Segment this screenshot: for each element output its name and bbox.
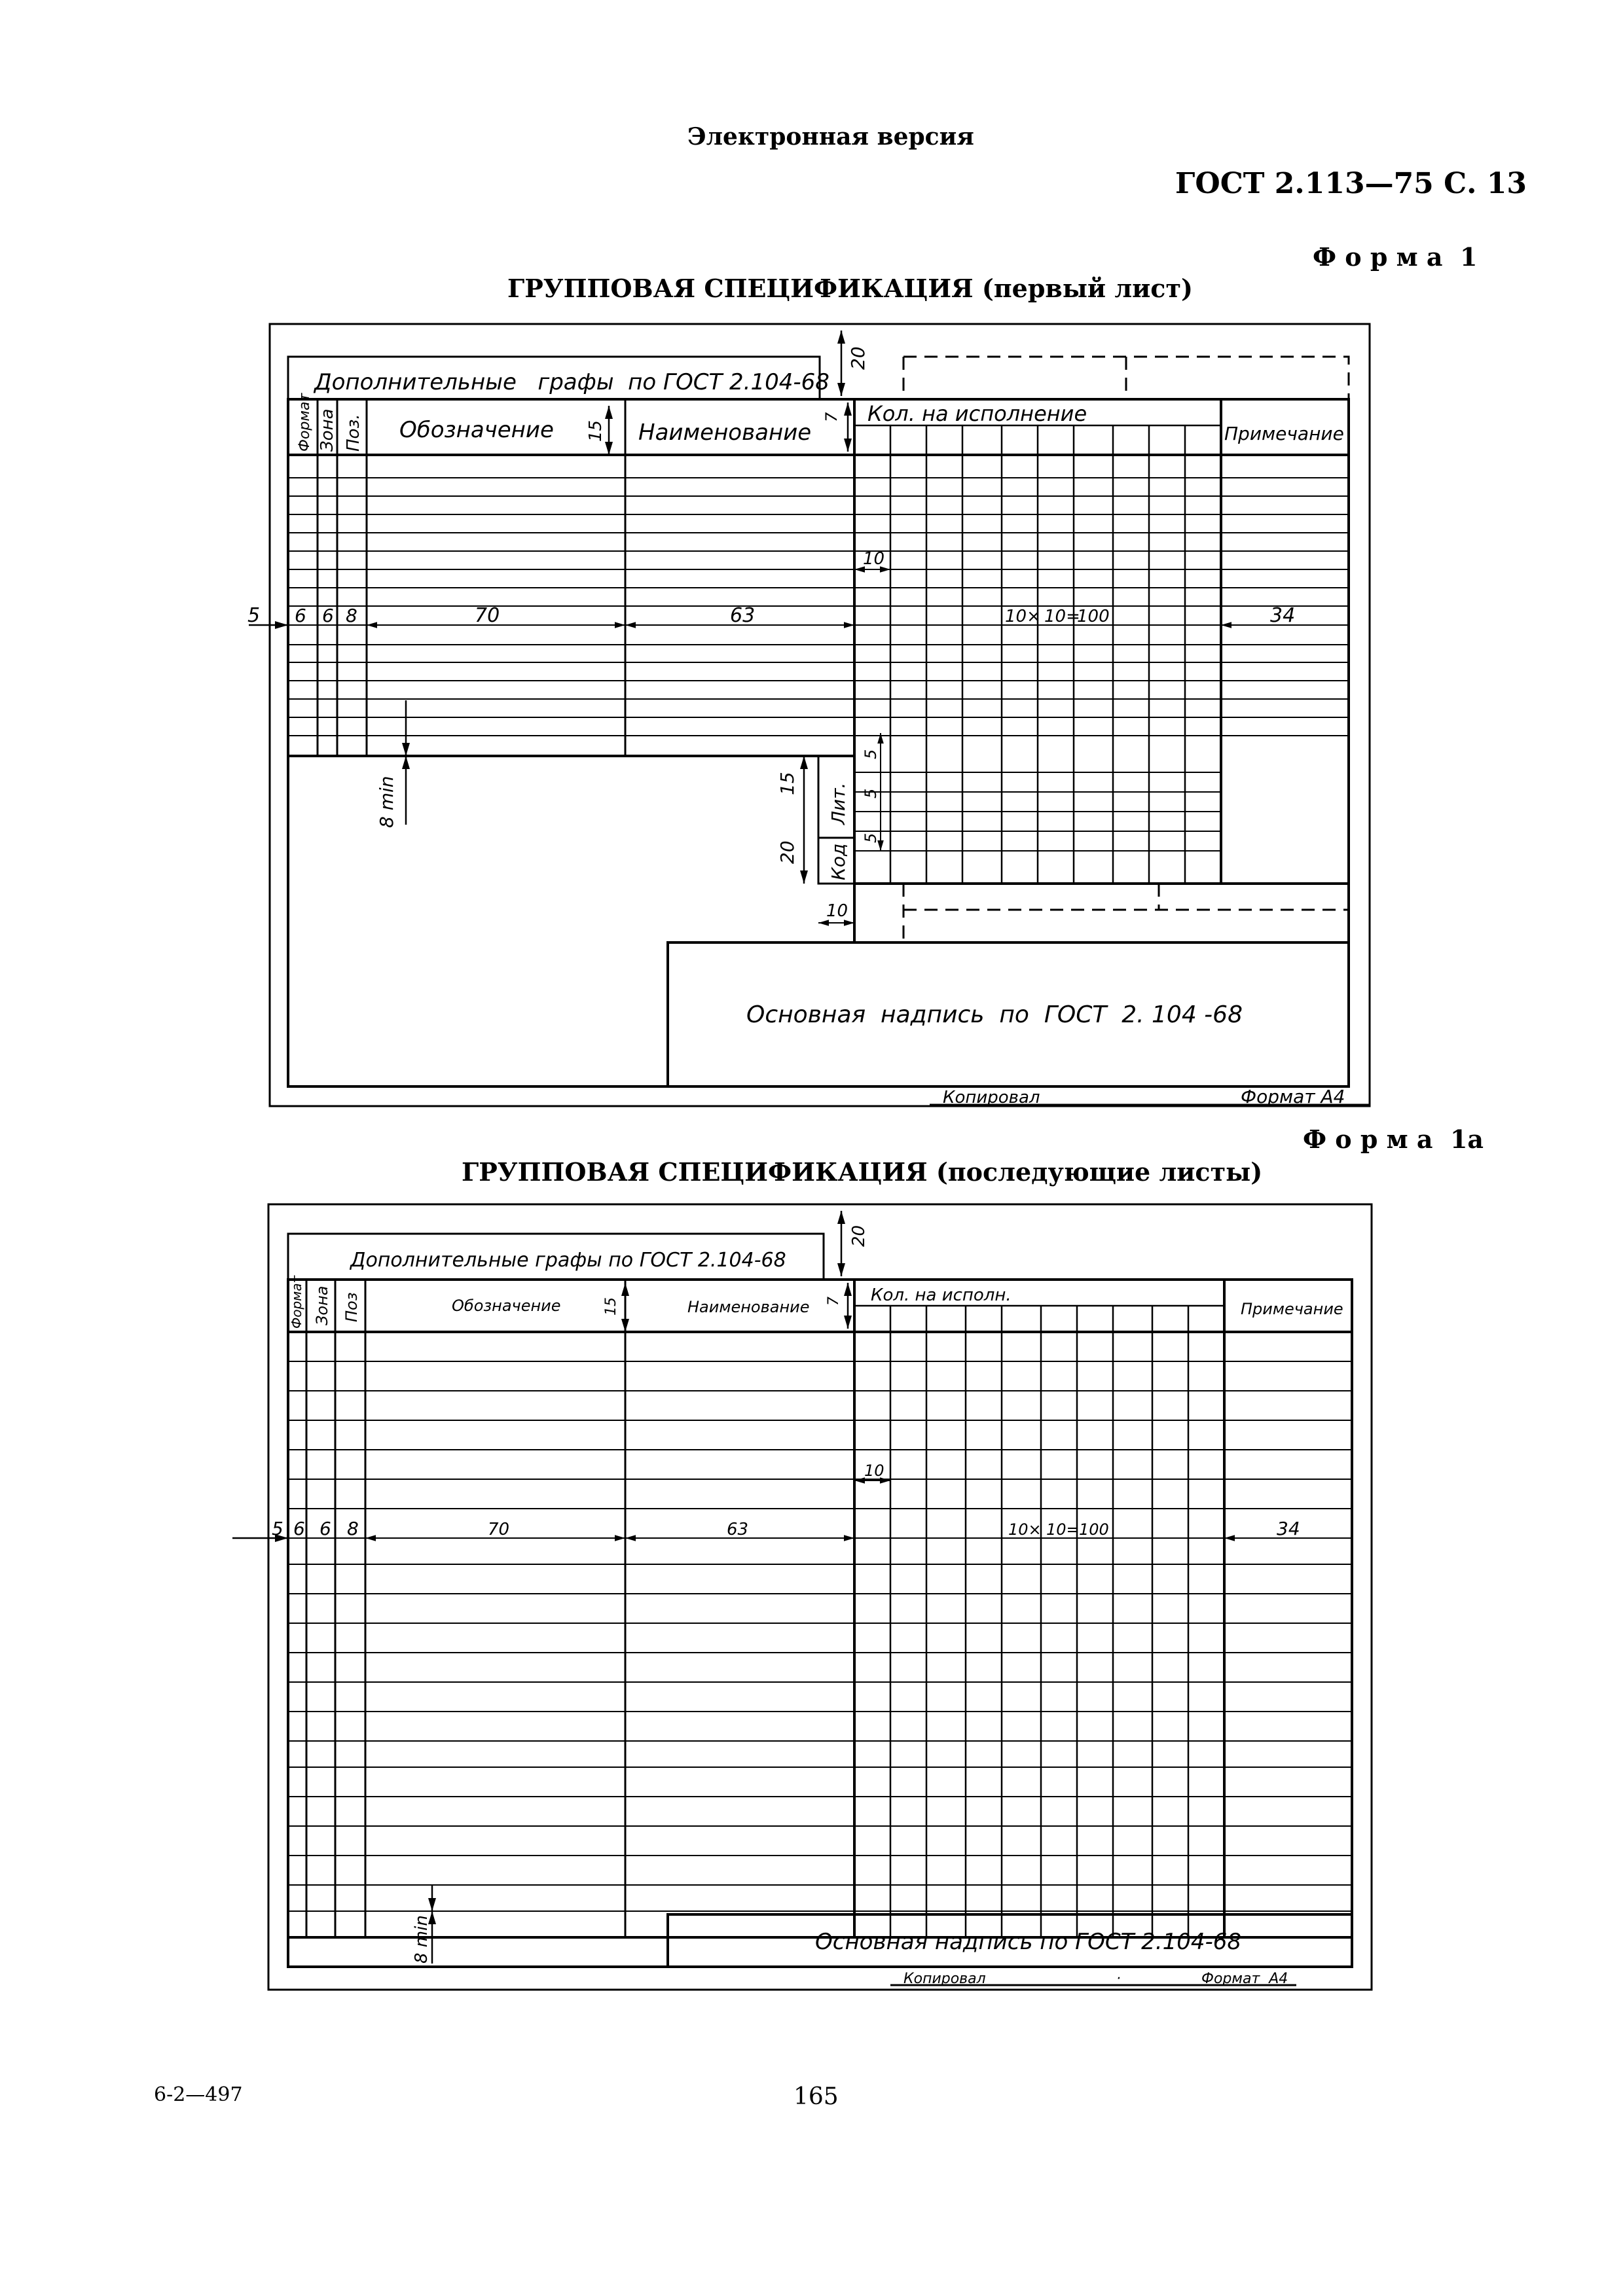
form1a-dim-6a: 6 bbox=[293, 1518, 305, 1539]
form1-dim-63: 63 bbox=[730, 604, 756, 627]
form1-dim-10-col: 10 bbox=[863, 549, 885, 569]
form1-dim-15-head: 15 bbox=[586, 420, 606, 442]
form1a-dot: · bbox=[1116, 1971, 1121, 1987]
form1a-dim-10x: 10× bbox=[1008, 1520, 1042, 1539]
form1a-outer-frame bbox=[268, 1204, 1372, 1990]
form1-col-designation: Обозначение bbox=[399, 417, 554, 443]
form1a-dim-8: 8 bbox=[347, 1518, 359, 1539]
electronic-version-label: Электронная версия bbox=[687, 123, 974, 151]
form1-kod-label: Код bbox=[828, 843, 849, 880]
form1-dim-6b: 6 bbox=[322, 605, 334, 626]
page-number: 165 bbox=[793, 2083, 839, 2110]
form1a-dim-10-col: 10 bbox=[864, 1462, 884, 1480]
form1a-main-inscription: Основная надпись по ГОСТ 2.104-68 bbox=[815, 1929, 1242, 1955]
form1-dim-10-bottom: 10 bbox=[826, 901, 848, 921]
gost-page-header: ГОСТ 2.113—75 С. 13 bbox=[1175, 167, 1527, 200]
form1a-col-pos: Поз bbox=[342, 1292, 361, 1322]
form1-min8: 8 min bbox=[376, 776, 397, 828]
form1a-dim-100: 100 bbox=[1079, 1520, 1109, 1539]
form1a-min8: 8 min bbox=[412, 1915, 431, 1964]
form1-copied: Копировал bbox=[943, 1088, 1040, 1107]
form1a-dim-5: 5 bbox=[272, 1518, 283, 1539]
form1a-col-name: Наименование bbox=[687, 1298, 810, 1316]
form1-dim-70: 70 bbox=[475, 604, 500, 627]
form1-dim-6a: 6 bbox=[295, 605, 306, 626]
form1-extra-cols-label: Дополнительные графы по ГОСТ 2.104-68 bbox=[314, 369, 830, 395]
form1-col-note: Примечание bbox=[1224, 423, 1344, 444]
form1-dim-10eq: 10= bbox=[1044, 607, 1080, 626]
form1-dim-10x: 10× bbox=[1005, 607, 1041, 626]
form1a-col-format: Формат bbox=[289, 1275, 304, 1329]
form1-dim-5: 5 bbox=[247, 604, 261, 627]
form1-dim-100: 100 bbox=[1077, 607, 1110, 626]
form1-col-name: Наименование bbox=[638, 420, 812, 446]
form1a-dim-20-top: 20 bbox=[849, 1225, 869, 1247]
form1-dim-15-lit: 15 bbox=[776, 772, 798, 795]
form1-col-zone: Зона bbox=[318, 408, 337, 452]
form1-col-pos: Поз. bbox=[344, 414, 363, 452]
form1-dim-7-head: 7 bbox=[822, 412, 841, 422]
form1a-dim-34: 34 bbox=[1277, 1518, 1300, 1539]
form1a-extra-cols-label: Дополнительные графы по ГОСТ 2.104-68 bbox=[350, 1249, 786, 1272]
form1a-label: Ф о р м а 1а bbox=[1303, 1124, 1484, 1154]
footer-code: 6-2—497 bbox=[154, 2083, 243, 2106]
form1a-col-note: Примечание bbox=[1241, 1300, 1343, 1318]
form1-title: ГРУППОВАЯ СПЕЦИФИКАЦИЯ (первый лист) bbox=[507, 274, 1193, 303]
form1-dim-34: 34 bbox=[1270, 604, 1296, 627]
form1-format: Формат А4 bbox=[1241, 1086, 1345, 1107]
form1a-dim-70: 70 bbox=[488, 1520, 510, 1539]
form1-lit-label: Лит. bbox=[828, 782, 849, 825]
form1-dim-5b: 5 bbox=[862, 788, 880, 798]
form1a-dim-7-head: 7 bbox=[826, 1297, 842, 1306]
form1a-dim-10eq: 10= bbox=[1046, 1520, 1080, 1539]
form1-dim-5a: 5 bbox=[862, 749, 880, 759]
form1-col-qty: Кол. на исполнение bbox=[867, 401, 1087, 426]
form1a-col-qty: Кол. на исполн. bbox=[871, 1285, 1012, 1305]
form1-dim-8: 8 bbox=[346, 605, 357, 626]
form1-label: Ф о р м а 1 bbox=[1313, 242, 1478, 272]
form1-main-inscription: Основная надпись по ГОСТ 2. 104 -68 bbox=[746, 1001, 1243, 1028]
form1a-dim-63: 63 bbox=[727, 1520, 749, 1539]
form1-dim-20-kod: 20 bbox=[776, 840, 798, 864]
form1a-col-designation: Обозначение bbox=[452, 1297, 561, 1315]
form1a-title: ГРУППОВАЯ СПЕЦИФИКАЦИЯ (последующие листы) bbox=[462, 1157, 1263, 1187]
form1-dim-20-top: 20 bbox=[847, 346, 869, 370]
form1a-format: Формат А4 bbox=[1201, 1971, 1288, 1987]
form1a-copied: Копировал bbox=[903, 1971, 986, 1987]
form1a-dim-15-head: 15 bbox=[603, 1297, 619, 1316]
form1-dim-5c: 5 bbox=[862, 833, 880, 843]
form1-col-format: Формат bbox=[297, 393, 313, 452]
form1a-dim-6b: 6 bbox=[319, 1518, 331, 1539]
form1a-col-zone: Зона bbox=[313, 1285, 331, 1325]
